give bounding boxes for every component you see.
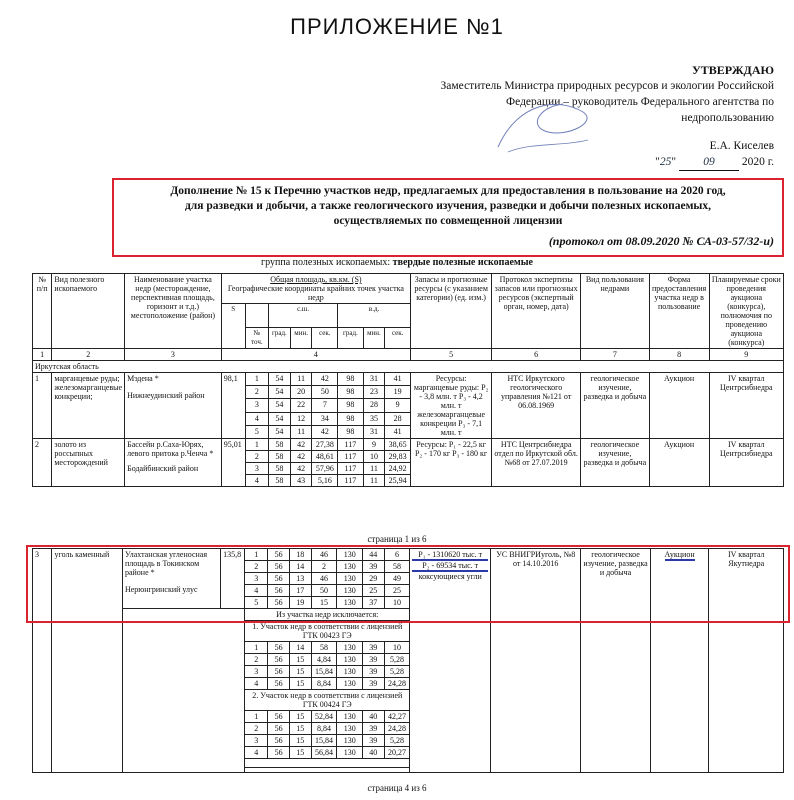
table-header-row — [33, 274, 784, 304]
approval-date-month: 09 — [679, 154, 739, 171]
mineral-group — [0, 257, 794, 268]
col-point: № точ. — [245, 328, 268, 349]
exclusion-1-title: 1. Участок недр в соответствии с лицензией ГТК 00423 ГЭ — [245, 621, 410, 642]
region-row — [33, 361, 784, 373]
col-reserves: Запасы и прогнозные ресурсы (с указанием категории) (ед. изм.) — [411, 274, 492, 349]
approval-line2: Федерации – руководитель Федерального агентства по — [506, 96, 774, 108]
col-lat-deg: град. — [268, 328, 290, 349]
col-lon-min: мин. — [363, 328, 385, 349]
coord-row: 1 56 15 52,84 130 40 42,27 — [33, 711, 784, 723]
addendum-line2: для разведки и добычи, а также геологического изучения, разведки и добычи полезных ископаемых, — [184, 200, 712, 212]
approval-line3: недропользованию — [681, 112, 774, 124]
coord-row: 3 56 15 15,84 130 39 5,28 — [33, 666, 784, 678]
coord-row: 2 56 14 2 130 39 58 — [33, 561, 784, 573]
coord-row: 4 58 43 5,16 117 11 25,94 — [33, 475, 784, 487]
table-row: 3 уголь каменный Улахтанская угленосная площадь в Токинском районе * Нерюнгринский улус 135,8 1 56 18 46 130 44 6 P₁ - 1310620 тыс. т P₂ - 69534 тыс. т коксующиеся угли УС ВНИГРИуголь, №8 от 14.10.2016 геологическое изучение, разведка и добыча Аукцион IV квартал Якутнедра — [33, 549, 784, 561]
coord-row: 4 56 15 56,84 130 40 20,27 — [33, 747, 784, 759]
exclusion-2-title: 2. Участок недр в соответствии с лицензией ГТК 00424 ГЭ — [245, 690, 410, 711]
region-irkutsk: Иркутская область — [33, 361, 784, 373]
col-s: S — [221, 304, 245, 349]
group-value: твердые полезные ископаемые — [392, 257, 533, 268]
reserve-p1: P₁ - 1310620 тыс. т — [412, 550, 488, 561]
approval-date-day: 25 — [659, 156, 672, 168]
col-lat: с.ш. — [268, 304, 337, 328]
coord-row: 3 54 22 7 98 28 9 — [33, 399, 784, 412]
coord-row: 2 58 42 48,61 117 10 29,83 — [33, 451, 784, 463]
coord-row: 3 56 15 15,84 130 39 5,28 — [33, 735, 784, 747]
table-row: 1 марганцевые руды; железомарганцевые конкреции; Мэдена * Нижнеудинский район 98,1 1 54 11 42 98 31 41 Ресурсы: марганцевые руды: P₂ - 3,8 млн. т P₃ - 4,2 млн. т железомарганцевые конкреции P₃ - 7,1 млн. т НТС Иркутского геологического управления №121 от 06.08.1969 геологическое изучение, разведка и добыча Аукцион IV квартал Центрсибнедра — [33, 373, 784, 386]
col-lon-deg: град. — [338, 328, 363, 349]
coord-row: 5 56 19 15 130 37 10 — [33, 597, 784, 609]
coord-row: 2 56 15 8,84 130 39 24,28 — [33, 723, 784, 735]
addendum-line1: Дополнение № 15 к Перечню участков недр, предлагаемых для предоставления в пользование на 2020 год, — [170, 185, 726, 197]
coord-row: 2 56 15 4,84 130 39 5,28 — [33, 654, 784, 666]
coord-row: 5 54 11 42 98 31 41 — [33, 425, 784, 438]
col-lat-min: мин. — [290, 328, 312, 349]
col-num: № п/п — [33, 274, 52, 349]
approval-line1: Заместитель Министра природных ресурсов и экологии Российской — [440, 80, 774, 92]
exclusion-title: Из участка недр исключается: — [245, 609, 410, 621]
col-area: Общая площадь, кв.км. (S) Географические координаты крайних точек участка недр — [221, 274, 410, 304]
column-number-row: 1 2 3 4 5 6 7 8 9 — [33, 349, 784, 361]
coord-row: 3 58 42 57,96 117 11 24,92 — [33, 463, 784, 475]
reserve-p2: P₂ - 69534 тыс. т — [412, 561, 488, 572]
col-site: Наименование участка недр (месторождение, перспективная площадь, горизонт и т.д.) местоположение (район) — [125, 274, 222, 349]
group-label: группа полезных ископаемых: — [261, 257, 391, 268]
addendum-protocol: (протокол от 08.09.2020 № СА-03-57/32-и) — [548, 234, 774, 248]
col-exam: Протокол экспертизы запасов или прогнозных ресурсов (экспертный орган, номер, дата) — [492, 274, 581, 349]
table-row: 2 золото из россыпных месторождений Бассейн р.Саха-Юрях, левого притока р.Ченча * Бодайбинский район 95,01 1 58 42 27,38 117 9 38,65 Ресурсы: P₁ - 22,5 кг P₂ - 170 кг P₃ - 180 кг НТС Центрсибнедра отдел по Иркутской обл. №68 от 27.07.2019 геологическое изучение, разведка и добыча Аукцион IV квартал Центрсибнедра — [33, 439, 784, 451]
coord-row: 4 56 15 8,84 130 39 24,28 — [33, 678, 784, 690]
sites-table — [32, 273, 784, 487]
coord-row: 3 56 13 46 130 29 49 — [33, 573, 784, 585]
approval-signer: Е.А. Киселев — [709, 140, 774, 152]
coord-row: 4 56 17 50 130 25 25 — [33, 585, 784, 597]
addendum-line3: осуществляемых по совмещенной лицензии — [333, 215, 563, 227]
page-number-4: страница 4 из 6 — [367, 783, 427, 793]
coord-row: 4 54 12 34 98 35 28 — [33, 412, 784, 425]
col-lat-sec: сек. — [312, 328, 338, 349]
coord-row: 2 54 20 50 98 23 19 — [33, 386, 784, 399]
signature-stamp-icon — [488, 92, 608, 162]
col-use: Вид пользования недрами — [581, 274, 650, 349]
approval-date: "25" 09 2020 г. — [414, 154, 774, 171]
coord-row: 1 56 14 58 130 39 10 — [33, 642, 784, 654]
page-title: ПРИЛОЖЕНИЕ №1 — [290, 14, 504, 39]
form-auction: Аукцион — [664, 550, 695, 559]
addendum-text — [118, 184, 778, 229]
col-term: Планируемые сроки проведения аукциона (конкурса), полномочия по проведению аукциона (конкурса) — [709, 274, 783, 349]
approval-heading: УТВЕРЖДАЮ — [691, 63, 774, 77]
highlight-row3 — [26, 545, 790, 623]
col-lon-sec: сек. — [385, 328, 411, 349]
col-lon: в.д. — [338, 304, 411, 328]
col-mineral: Вид полезного ископаемого — [52, 274, 125, 349]
approval-date-year: 2020 г. — [741, 156, 774, 168]
addendum-box — [112, 178, 784, 257]
page-number-1: страница 1 из 6 — [367, 534, 427, 544]
col-form: Форма предоставления участка недр в пользование — [649, 274, 709, 349]
